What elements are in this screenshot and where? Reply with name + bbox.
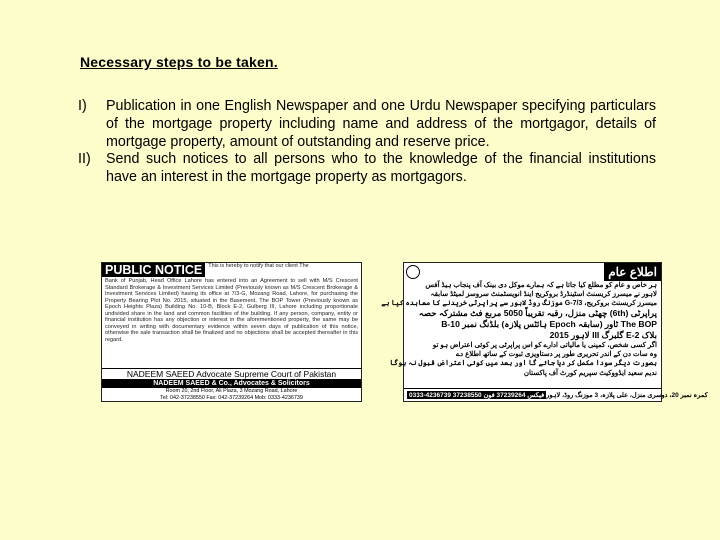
notice-line: بصورت دیگر سودا مکمل کر دیا جائے گا اور بعد میں کوئی اعتراض قبول نہ ہوگا bbox=[389, 360, 657, 368]
step-number: I) bbox=[78, 98, 87, 114]
notice-footer bbox=[404, 388, 708, 401]
notice-line: میسرز کریسنٹ بروکریج، 7/3-G موزنگ روڈ لاہور سے پراپرٹی خریدنے کا معاہدہ کیا ہے bbox=[381, 300, 657, 308]
notice-phones: 0333-4236739 فیکس 37239264 فون 37238550 bbox=[409, 392, 545, 399]
notice-body: Bank of Punjab, Head Office Lahore has entered into an Agreement to sell with M/S Crescent Standard Brokerage & Investment Services Limited (Previously known as M/S Crescent Brokerage & Investment Services Limited) having its office at 7/3-G, Mozang Road, Lahore, for purchasing the Property Bearing Plot No. 2015, situated in the Basement, The BOP Tower (Previously known as Epoch Heights Plaza) Building No. 10-B, Block E-2, Gulberg III, Lahore including proportionate undivided share in the land and common facilities of the building. If any person, company, entity or financial institution has any objection or interest in the aforementioned property, the same may be conveyed in writing with documentary evidence within seven days of publication of this notice, otherwise the sale transaction shall be finalized and no objections shall be accepted thereafter in this regard. bbox=[105, 278, 358, 343]
notice-header bbox=[404, 263, 661, 281]
notice-title: PUBLIC NOTICE bbox=[102, 263, 205, 277]
notice-line: لاہور نے میسرز کریسنٹ اسٹینڈرڈ بروکریج اینڈ انویسٹمنٹ سروسز لمیٹڈ سابقہ bbox=[430, 291, 657, 299]
urdu-public-notice bbox=[381, 262, 708, 402]
notice-line: ہر خاص و عام کو مطلع کیا جاتا ہے کہ ہمارے موکل دی بینک آف پنجاب ہیڈ آفس bbox=[425, 282, 657, 289]
step-text: Send such notices to all persons who to the knowledge of the financial institutions have an interest in the mortgage property as mortgagors. bbox=[106, 151, 656, 186]
notice-firm: NADEEM SAEED & Co., Advocates & Solicitors bbox=[102, 379, 361, 388]
notice-advocate: NADEEM SAEED Advocate Supreme Court of Pakistan bbox=[126, 369, 337, 379]
notice-telephone: Tel: 042-37238550 Fax: 042-37239264 Mob: 0333-4236739 bbox=[160, 395, 303, 401]
notice-address: کمرہ نمبر 20، دوسری منزل، علی پلازہ، 3 موزنگ روڈ، لاہور bbox=[546, 392, 708, 399]
english-public-notice bbox=[101, 262, 362, 402]
step-number: II) bbox=[78, 151, 91, 168]
notice-line: The BOP ٹاور (سابقہ Epoch ہائٹس پلازہ) بلڈنگ نمبر 10-B bbox=[441, 319, 657, 330]
notice-address: Room 20, 2nd Floor, Ali Plaza, 3 Mozang Road, Lahore bbox=[165, 388, 298, 394]
notice-title: اطلاع عام bbox=[604, 263, 661, 281]
step-text: Publication in one English Newspaper and one Urdu Newspaper specifying particulars of the mortgage property including name and address of the mortgagor, details of mortgage property, amount of outstanding and reserve price. bbox=[106, 98, 656, 150]
page-heading: Necessary steps to be taken. bbox=[80, 54, 278, 70]
newspaper-logo-icon bbox=[406, 265, 420, 279]
notice-line: بلاک E-2 گلبرگ III لاہور 2015 bbox=[549, 330, 657, 341]
steps-list bbox=[78, 98, 656, 187]
notice-line: پراپرٹی (6th) چھٹی منزل، رقبہ تقریباً 5050 مربع فٹ مشترکہ حصہ bbox=[418, 308, 657, 319]
notice-first-line: This is hereby to notify that our client The bbox=[208, 263, 309, 269]
notice-line: ندیم سعید ایڈووکیٹ سپریم کورٹ آف پاکستان bbox=[523, 369, 657, 377]
step-item bbox=[78, 98, 656, 151]
notice-line: وہ سات دن کے اندر تحریری طور پر دستاویزی ثبوت کے ساتھ اطلاع دے bbox=[455, 351, 657, 359]
notice-line: اگر کسی شخص، کمپنی یا مالیاتی ادارے کو اس پراپرٹی پر کوئی اعتراض ہو تو bbox=[432, 342, 657, 350]
notice-footer bbox=[102, 368, 361, 402]
step-item bbox=[78, 151, 656, 187]
notice-header bbox=[102, 263, 361, 277]
